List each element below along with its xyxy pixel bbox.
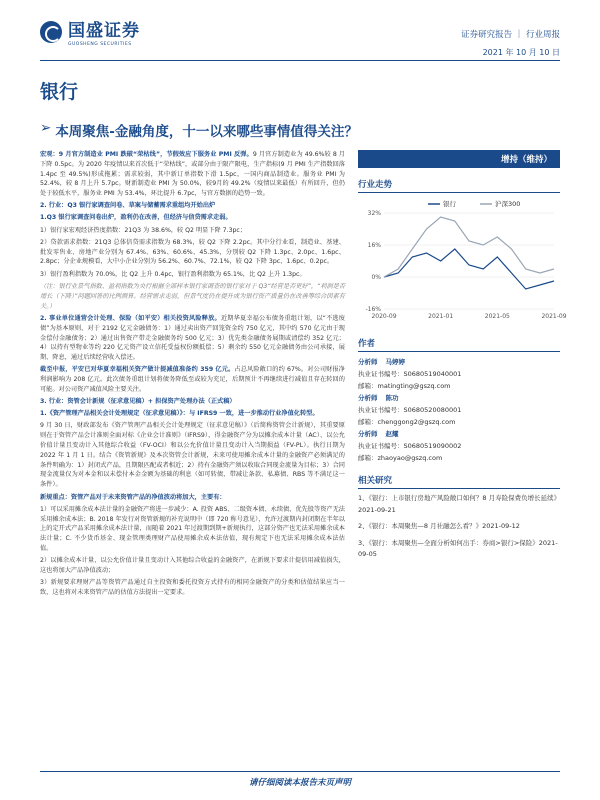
author-item: 分析师 马婷婷 xyxy=(358,358,405,366)
author-email[interactable]: 邮箱：zhaoyao@gszq.com xyxy=(358,454,443,462)
paragraph: 1）银行家宏观经济热度指数：21Q3 为 38.6%，较 Q2 明显下降 7.3pc； xyxy=(40,226,247,234)
x-tick-label: 2020-09 xyxy=(371,313,397,320)
author-cert: 执业证书编号：S0680519090002 xyxy=(358,442,462,450)
header-divider xyxy=(40,60,560,61)
paragraph-emphasis: 新规重点：资管产品对于未来资管产品的净值波动将加大，主要有： xyxy=(40,493,226,501)
body-column xyxy=(40,150,345,600)
subsection-heading: 1.Q3 银行家调查问卷出炉，盈利仍在改善，但经济与信贷需求走弱。 xyxy=(40,214,232,222)
y-tick-label: 0% xyxy=(371,274,381,281)
paragraph: 3）银行盈利指数为 70.0%，比 Q2 上升 0.4pc，银行盈利指数为 65.1%，比 Q2 上升 1.3pc。 xyxy=(40,270,306,278)
author-email[interactable]: 邮箱：chenggong2@gszq.com xyxy=(358,418,456,426)
y-tick-label: 16% xyxy=(367,242,381,249)
sector-title: 银行 xyxy=(40,81,79,103)
author-cert: 执业证书编号：S0680520080001 xyxy=(358,406,462,414)
authors-title: 作者 xyxy=(358,337,560,352)
y-tick-label: 32% xyxy=(367,210,381,217)
related-title: 相关研究 xyxy=(358,474,560,489)
related-list xyxy=(358,493,560,561)
paragraph: 3）新规要求理财产品等资管产品通过自主投资和委托投资方式持有的相同金融资产的分类和估值结果应当一致，这也将对未来资管产品的估值方法提出一定要求。 xyxy=(40,579,345,597)
series-line-1 xyxy=(384,217,554,277)
trend-chart-svg xyxy=(358,197,567,327)
x-tick-label: 2021-05 xyxy=(484,313,510,320)
section-heading: 3. 行业：资管会计新规（征求意见稿）+ 担保资产处理办法（正式稿） xyxy=(40,398,236,406)
sidebar xyxy=(358,150,567,566)
paragraph-macro: 宏观：9 月官方制造业 PMI 跌破“荣枯线”，节假效应下服务业 PMI 反弹。9 月官方制造业为 49.6%较 8 月下降 0.5pc。为 2020 年疫情以来首次低于“荣枯线”，或部分由于限产限电，生产指标(9 月 PMI 生产指数回落 1.4pc 至 49.5%)形成拖累；需求较弱，其中新订单指数下滑 1.5pc，一国内商品制造业。服务业 PMI 为 52.4%，较 8 月上升 5.7pc。财新制造业 PMI 为 50.0%，较9月的 49.2%（疫情以来最低）有所回升，但仍处于较低水平，服务业 PMI 为 53.4%，环比提升 6.7pc，与官方数据的趋势一致。 xyxy=(40,151,345,198)
subsection-heading: 1.《资产管理产品相关会计处理规定（征求意见稿）》：与 IFRS9 一致，进一步推动行业净值化转型。 xyxy=(40,410,319,418)
report-type: 证券研究报告 ｜ 行业周报 xyxy=(461,30,560,40)
note: （注：银行业景气指数、盈利指数为央行根据全部样本银行家调查的银行家对于 Q3“经营是否更好”，“利润是否增长（下降）”问题回答的比例测算。经营需求走弱，但景气度仍在提升或为银行资产质量仍在改善等综合因素有关。） xyxy=(40,283,346,310)
rating-badge: 增持（维持） xyxy=(358,150,560,168)
paragraph: 2）以摊余成本计量，以公允价值计量且变动计入其他综合收益的金融资产，在新规下要求计提信用减值损失，这也将加大产品净值波动； xyxy=(40,557,345,575)
author-item: 分析师 陈功 xyxy=(358,394,399,402)
x-tick-label: 2021-01 xyxy=(428,313,454,320)
authors-list xyxy=(358,356,560,464)
headline-text: 本周聚焦-金融角度，十一以来哪些事情值得关注？ xyxy=(55,124,358,140)
paragraph: 1）可以采用摊余成本法计量的金融资产将进一步减少：A. 投资 ABS、二级资本债、永续债、优先股等资产无法采用摊余成本法；B. 2018 年发行对资管新规的补充说明中（即 720 称号意见），允许过渡期内封闭期在半年以上的定开式产品采用摊余成本法计量，而随着 2021 年过渡期到期+新规执行，这部分资产也无法采用摊余成本法计量；C. 不少货币基金、现金管理类理财产品使用摊余成本法估值，现有规定下也无法采用摊余成本法估值。 xyxy=(40,505,345,552)
paragraph: 截至中报，平安已对华夏幸福相关资产做计提减值准备约 359 亿元。占总风险敞口的约 67%。对公司财报净利润影响为 208 亿元。此次债务重组计划将债务降低至或较为充足，后期预计不再继续进行减值且存在转回的可能。对公司资产减值风险主要关注。 xyxy=(40,366,345,394)
paragraph: 2. 事业单位通营会计处理、保险（如平安）相关投资风险释放。近期华夏幸福公布债务重组计划，以“不逃废债”为基本原则，对于 2192 亿元金融债务：1）通过卖出资产回笼资金约 750 亿元，其中约 570 亿元由于现金偿付金融债务；2）通过出售资产带走金融债务约 500 亿元；3）优先类金融债务展期或清偿约 352 亿元；4）以持有型物业等约 220 亿元资产设立信托受益权份额抵偿；5）剩余约 550 亿元金融债务由公司承接，展期、降息，通过后续经营收入偿还。 xyxy=(40,314,345,362)
chart-section-title: 行业走势 xyxy=(358,178,560,193)
brand-name: 国盛证券 xyxy=(68,21,140,41)
related-item[interactable]: 2、《银行：本周聚焦—8 月社融怎么看？》2021-09-12 xyxy=(358,522,520,530)
related-item[interactable]: 3、《银行：本周聚焦—全面分析如何出手：券商>银行>保险》2021-09-05 xyxy=(358,538,558,558)
x-tick-label: 2021-09 xyxy=(541,313,567,320)
series-line-0 xyxy=(384,249,554,289)
y-tick-label: -16% xyxy=(365,306,381,313)
author-email[interactable]: 邮箱：matingting@gszq.com xyxy=(358,382,451,390)
legend-label: 沪深300 xyxy=(495,200,521,208)
paragraph: 9 月 30 日，财政部发布《资产管理产品相关会计处理规定（征求意见稿）》（后简称资管会计新规），其重要原则在于资管产品会计准则全面对标《企业会计准则》（IFRS9），得金融资产分为以摊余成本计量（AC）、以公允价值计量且变动计入其他综合收益（FV-OCI）和以公允价值计量且变动计入当期损益（FV-PL）。执行日期为 2022 年 1 月 1 日。结合《资管新规》及本次资管会计新规，未来可使用摊余成本计量的金融资产必须满足的条件明确为：1）封闭式产品，且期限匹配或者相近；2）持有金融资产须以收取合同现金流量为目标；3）合同现金流量仅为对本金和以未偿付本金金额为基础的利息（如可转债、带减让条款、私募债、RBS 等不满足这一条件）。 xyxy=(40,422,345,489)
chevron-right-icon: ➢ xyxy=(40,120,52,136)
brand-logo-icon xyxy=(40,21,62,43)
author-item: 分析师 赵耀 xyxy=(358,430,399,438)
related-item[interactable]: 1、《银行：上市银行房地产风险敞口如何？8 月寿险保费负增长延续》2021-09-21 xyxy=(358,494,557,514)
brand xyxy=(40,16,140,47)
report-date: 2021 年 10 月 10 日 xyxy=(482,48,560,57)
footer-disclaimer: 请仔细阅读本报告末页声明 xyxy=(248,778,351,788)
brand-name-en: GUOSHENG SECURITIES xyxy=(68,42,132,47)
paragraph: 2）贷款需求指数：21Q3 总体信贷需求指数为 68.3%，较 Q2 下降 2.2pc。其中分行业看，制造业、基建、批发零售业、房地产业分别为 67.4%、63%、60.6%、45.3%，分别较 Q2 下降 1.3pc、2.0pc、1.6pc、2.8pc；分企业规模看，大中小企业分别为 56.2%、60.7%、72.1%，较 Q2 下降 3pc、1.6pc、0.2pc。 xyxy=(40,238,345,266)
footer-divider xyxy=(40,771,560,772)
section-heading: 2. 行业：Q3 银行家调查问卷、草案与储蓄需求重组均开始出炉 xyxy=(40,202,216,210)
trend-chart xyxy=(358,197,567,327)
legend-label: 银行 xyxy=(443,200,456,208)
author-cert: 执业证书编号：S0680519040001 xyxy=(358,370,462,378)
headline xyxy=(40,120,358,140)
